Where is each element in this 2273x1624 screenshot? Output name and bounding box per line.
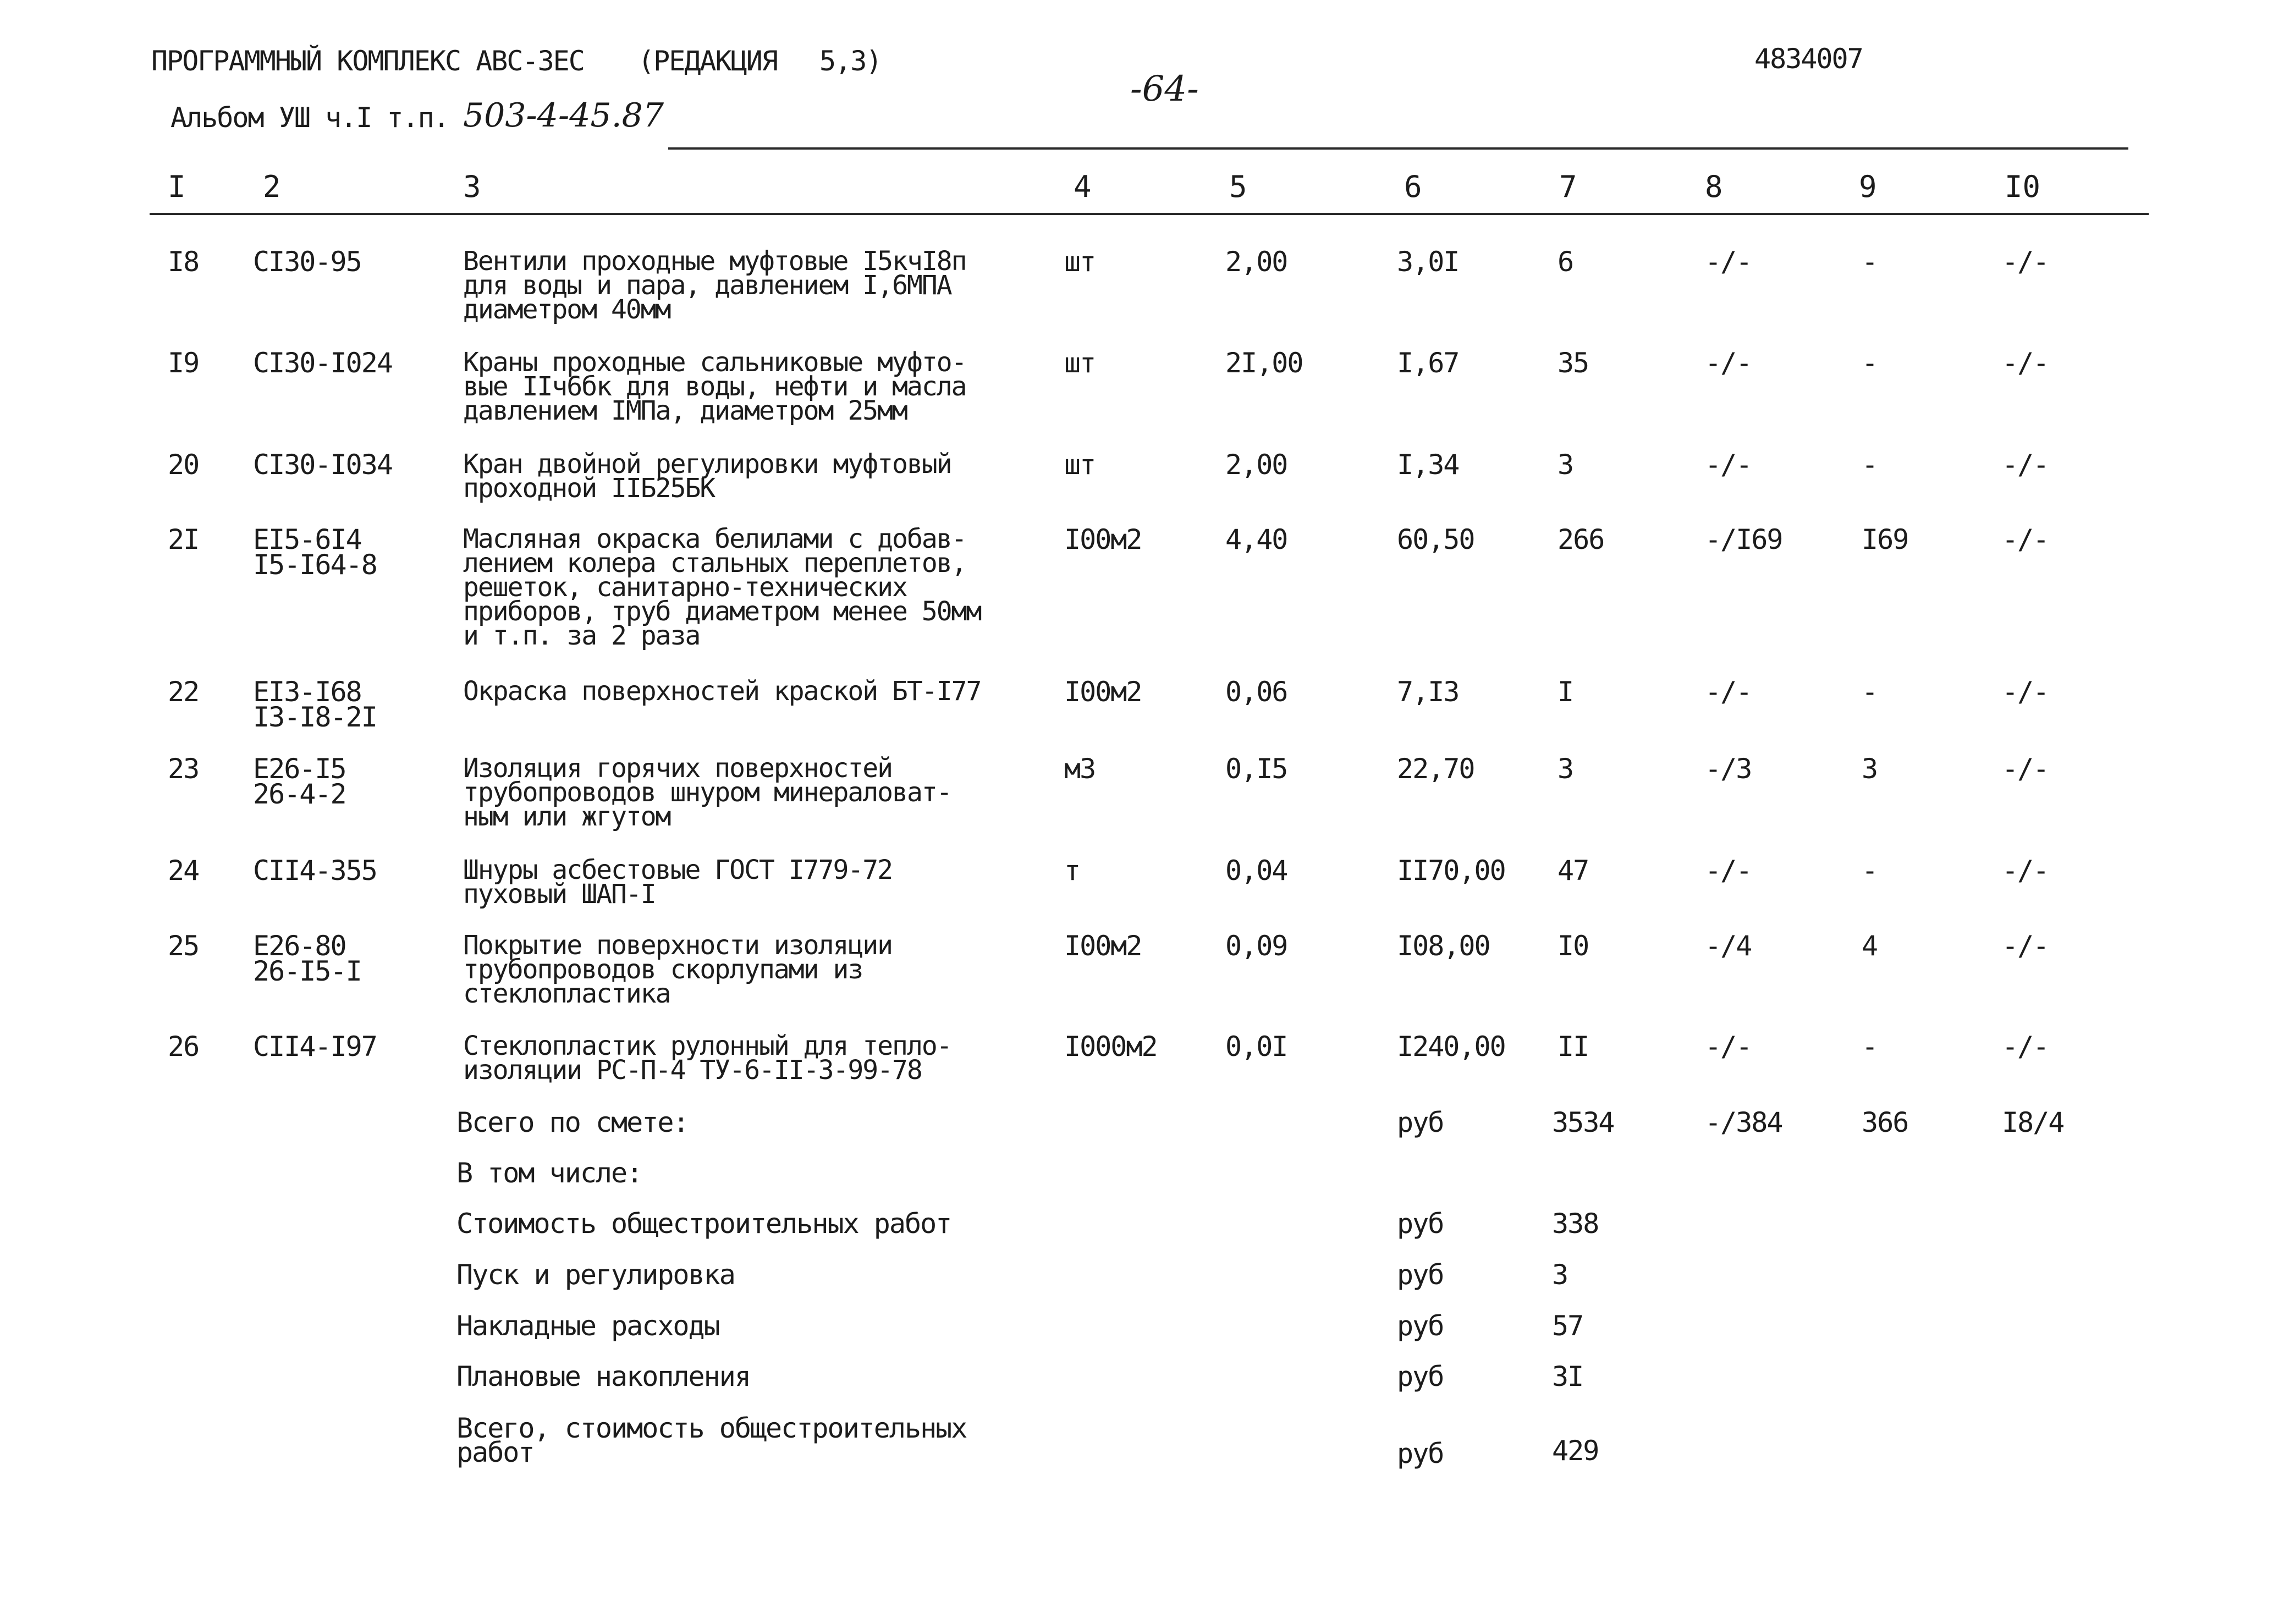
row-quantity: 2I,00 xyxy=(1225,347,1303,379)
row-description: Масляная окраска белилами с добав- лением колера стальных переплетов, решеток, санитарно-технических приборов, труб диаметром менее 50мм и т.п. за 2 раза xyxy=(463,524,981,651)
row-unit: шт xyxy=(1064,347,1096,379)
final-total-unit: руб xyxy=(1397,1438,1444,1469)
header-rule xyxy=(150,213,2149,215)
row-price: I240,00 xyxy=(1397,1031,1505,1063)
row-total: 3 xyxy=(1557,449,1573,481)
row-col8: -/- xyxy=(1705,246,1752,278)
row-number: 23 xyxy=(168,753,199,785)
row-col9: - xyxy=(1862,1031,1878,1063)
row-quantity: 2,00 xyxy=(1225,246,1287,278)
subtotal-value: 57 xyxy=(1552,1310,1583,1342)
row-description: Краны проходные сальниковые муфто- вые IIч6бк для воды, нефти и масла давлением IМПа, диаметром 25мм xyxy=(463,347,966,426)
row-col9: - xyxy=(1862,676,1878,708)
subtotal-unit: руб xyxy=(1397,1208,1444,1240)
row-quantity: 2,00 xyxy=(1225,449,1287,481)
row-number: 24 xyxy=(168,855,199,887)
row-unit: I00м2 xyxy=(1064,930,1142,962)
row-description: Вентили проходные муфтовые I5кчI8п для воды и пара, давлением I,6МПА диаметром 40мм xyxy=(463,246,966,325)
subtotal-label: Стоимость общестроительных работ xyxy=(456,1208,951,1240)
row-unit: I00м2 xyxy=(1064,524,1142,555)
row-code: CI30-I024 xyxy=(253,347,392,379)
row-col8: -/4 xyxy=(1705,930,1752,962)
project-code: 503-4-45.87 xyxy=(463,96,664,135)
total-col10: I8/4 xyxy=(2002,1106,2064,1138)
row-price: I,67 xyxy=(1397,347,1459,379)
row-col10: -/- xyxy=(2002,449,2049,481)
row-description: Окраска поверхностей краской БТ-I77 xyxy=(463,676,981,707)
column-number: 2 xyxy=(263,169,281,204)
row-col9: - xyxy=(1862,855,1878,887)
program-title: ПРОГРАММНЫЙ КОМПЛЕКС АВС-3ЕС xyxy=(151,45,584,77)
row-description: Кран двойной регулировки муфтовый проходной IIБ25БК xyxy=(463,449,951,504)
row-col9: 3 xyxy=(1862,753,1878,785)
row-col8: -/- xyxy=(1705,449,1752,481)
row-code: E26-80 26-I5-I xyxy=(253,930,361,987)
row-col10: -/- xyxy=(2002,930,2049,962)
row-total: 6 xyxy=(1557,246,1573,278)
row-quantity: 0,04 xyxy=(1225,855,1287,887)
row-total: 266 xyxy=(1557,524,1604,555)
row-number: 20 xyxy=(168,449,199,481)
column-number: 9 xyxy=(1859,169,1877,204)
row-col9: - xyxy=(1862,246,1878,278)
row-total: II xyxy=(1557,1031,1589,1063)
row-col9: I69 xyxy=(1862,524,1908,555)
top-rule xyxy=(668,147,2128,150)
row-quantity: 4,40 xyxy=(1225,524,1287,555)
document-number: 4834007 xyxy=(1754,43,1863,75)
row-quantity: 0,0I xyxy=(1225,1031,1287,1063)
row-number: 25 xyxy=(168,930,199,962)
column-number: 3 xyxy=(463,169,481,204)
row-description: Шнуры асбестовые ГОСТ I779-72 пуховый ШАП-I xyxy=(463,855,893,910)
subtotal-label: Накладные расходы xyxy=(456,1310,719,1342)
page-number: -64- xyxy=(1130,69,1199,109)
row-col10: -/- xyxy=(2002,676,2049,708)
row-unit: I00м2 xyxy=(1064,676,1142,708)
subtotal-value: 3 xyxy=(1552,1259,1568,1291)
row-number: 2I xyxy=(168,524,199,555)
row-code: E26-I5 26-4-2 xyxy=(253,753,346,810)
edition-number: 5,3) xyxy=(819,45,882,77)
row-description: Изоляция горячих поверхностей трубопроводов шнуром минераловат- ным или жгутом xyxy=(463,753,951,832)
row-price: II70,00 xyxy=(1397,855,1505,887)
row-col10: -/- xyxy=(2002,524,2049,555)
row-number: I9 xyxy=(168,347,199,379)
row-unit: шт xyxy=(1064,246,1096,278)
row-number: 26 xyxy=(168,1031,199,1063)
row-col10: -/- xyxy=(2002,855,2049,887)
row-total: I xyxy=(1557,676,1573,708)
row-col8: -/- xyxy=(1705,347,1752,379)
column-number: 8 xyxy=(1705,169,1723,204)
row-number: 22 xyxy=(168,676,199,708)
row-quantity: 0,I5 xyxy=(1225,753,1287,785)
row-col8: -/- xyxy=(1705,855,1752,887)
row-unit: шт xyxy=(1064,449,1096,481)
row-col8: -/3 xyxy=(1705,753,1752,785)
final-total-value: 429 xyxy=(1552,1435,1599,1467)
row-col10: -/- xyxy=(2002,1031,2049,1063)
row-price: I,34 xyxy=(1397,449,1459,481)
total-label: Всего по смете: xyxy=(456,1106,689,1138)
column-number: 6 xyxy=(1404,169,1422,204)
row-code: EI3-I68 I3-I8-2I xyxy=(253,676,377,733)
row-unit: м3 xyxy=(1064,753,1096,785)
row-col10: -/- xyxy=(2002,753,2049,785)
row-description: Стеклопластик рулонный для тепло- изоляции РС-П-4 ТУ-6-II-3-99-78 xyxy=(463,1031,951,1086)
row-col8: -/I69 xyxy=(1705,524,1782,555)
total-col8: -/384 xyxy=(1705,1106,1782,1138)
row-quantity: 0,09 xyxy=(1225,930,1287,962)
column-number: 4 xyxy=(1074,169,1092,204)
final-total-label: Всего, стоимость общестроительных работ xyxy=(456,1412,967,1468)
subtotal-label: Пуск и регулировка xyxy=(456,1259,735,1291)
subtotal-value: 338 xyxy=(1552,1208,1599,1240)
row-price: I08,00 xyxy=(1397,930,1490,962)
column-number: I xyxy=(168,169,186,204)
row-code: CI30-95 xyxy=(253,246,361,278)
column-number: 7 xyxy=(1559,169,1577,204)
subtotal-unit: руб xyxy=(1397,1361,1444,1392)
row-col8: -/- xyxy=(1705,1031,1752,1063)
column-number: I0 xyxy=(2005,169,2041,204)
row-col9: - xyxy=(1862,449,1878,481)
row-price: 60,50 xyxy=(1397,524,1474,555)
row-price: 3,0I xyxy=(1397,246,1459,278)
row-unit: т xyxy=(1064,855,1080,887)
subtotal-label: Плановые накопления xyxy=(456,1361,750,1392)
row-col10: -/- xyxy=(2002,246,2049,278)
row-quantity: 0,06 xyxy=(1225,676,1287,708)
row-price: 22,70 xyxy=(1397,753,1474,785)
row-col9: - xyxy=(1862,347,1878,379)
row-unit: I000м2 xyxy=(1064,1031,1157,1063)
subtotal-unit: руб xyxy=(1397,1310,1444,1342)
row-code: EI5-6I4 I5-I64-8 xyxy=(253,524,377,581)
row-total: 47 xyxy=(1557,855,1589,887)
row-code: CII4-I97 xyxy=(253,1031,377,1063)
total-unit: руб xyxy=(1397,1106,1444,1138)
column-number: 5 xyxy=(1229,169,1247,204)
row-total: 35 xyxy=(1557,347,1589,379)
row-total: I0 xyxy=(1557,930,1589,962)
total-value: 3534 xyxy=(1552,1106,1614,1138)
album-label: Альбом УШ ч.I т.п. xyxy=(170,102,449,134)
edition-label: (РЕДАКЦИЯ xyxy=(638,45,777,77)
row-code: CII4-355 xyxy=(253,855,377,887)
row-description: Покрытие поверхности изоляции трубопроводов скорлупами из стеклопластика xyxy=(463,930,893,1009)
row-total: 3 xyxy=(1557,753,1573,785)
row-code: CI30-I034 xyxy=(253,449,392,481)
row-number: I8 xyxy=(168,246,199,278)
row-price: 7,I3 xyxy=(1397,676,1459,708)
subtotal-value: 3I xyxy=(1552,1361,1583,1392)
row-col10: -/- xyxy=(2002,347,2049,379)
subtotal-unit: руб xyxy=(1397,1259,1444,1291)
including-label: В том числе: xyxy=(456,1157,642,1189)
row-col8: -/- xyxy=(1705,676,1752,708)
row-col9: 4 xyxy=(1862,930,1878,962)
total-col9: 366 xyxy=(1862,1106,1908,1138)
